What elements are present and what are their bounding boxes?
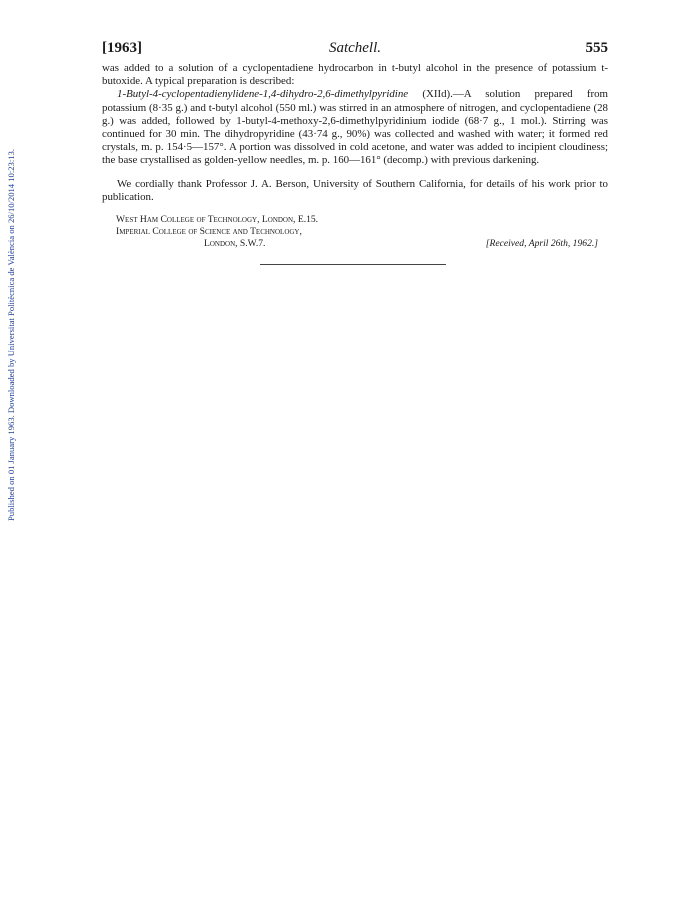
end-rule bbox=[260, 264, 446, 265]
journal-page bbox=[102, 40, 608, 265]
article-body bbox=[102, 62, 608, 204]
header-page-number: 555 bbox=[585, 40, 608, 56]
compound-name: 1-Butyl-4-cyclopentadienylidene-1,4-dihydro-2,6-dimethylpyridine bbox=[117, 88, 409, 101]
paragraph-preparation bbox=[102, 88, 608, 167]
paragraph-acknowledgement: We cordially thank Professor J. A. Berson, University of Southern California, for details of his work prior to publication. bbox=[102, 177, 608, 203]
affiliation-line-1: West Ham College of Technology, London, E.15. bbox=[116, 214, 319, 226]
download-notice bbox=[4, 100, 18, 570]
page-header bbox=[102, 40, 608, 62]
affiliation-block bbox=[102, 214, 608, 250]
received-date: [Received, April 26th, 1962.] bbox=[485, 238, 598, 250]
affiliation-line-2: Imperial College of Science and Technology, bbox=[116, 226, 302, 238]
preparation-text: (XIId).—A solution prepared from potassium (8·35 g.) and t-butyl alcohol (550 ml.) was stirred in an atmosphere of nitrogen, and cyclopentadiene (28 g.) was added, followed by 1-butyl-4-methoxy-2,6-dimethylpyridinium iodide (68·7 g., 1 mol.). Stirring was continued for 30 min. The dihydropyridine (43·74 g., 90%) was collected and washed with water; it formed red crystals, m. p. 154·5—157°. A portion was dissolved in cold acetone, and water was added to incipient cloudiness; the base crystallised as golden-yellow needles, m. p. 160—161° (decomp.) with previous darkening. bbox=[102, 88, 608, 167]
affiliation-line-3: London, S.W.7. bbox=[204, 238, 266, 250]
download-notice-text: Published on 01 January 1963. Downloaded by Universitat Politècnica de València on 26/10/2014 10:23:13. bbox=[6, 149, 16, 521]
header-year: [1963] bbox=[102, 40, 142, 56]
header-author: Satchell. bbox=[328, 40, 382, 56]
paragraph-intro: was added to a solution of a cyclopentadiene hydrocarbon in t-butyl alcohol in the presence of potassium t-butoxide. A typical preparation is described: bbox=[102, 62, 608, 88]
